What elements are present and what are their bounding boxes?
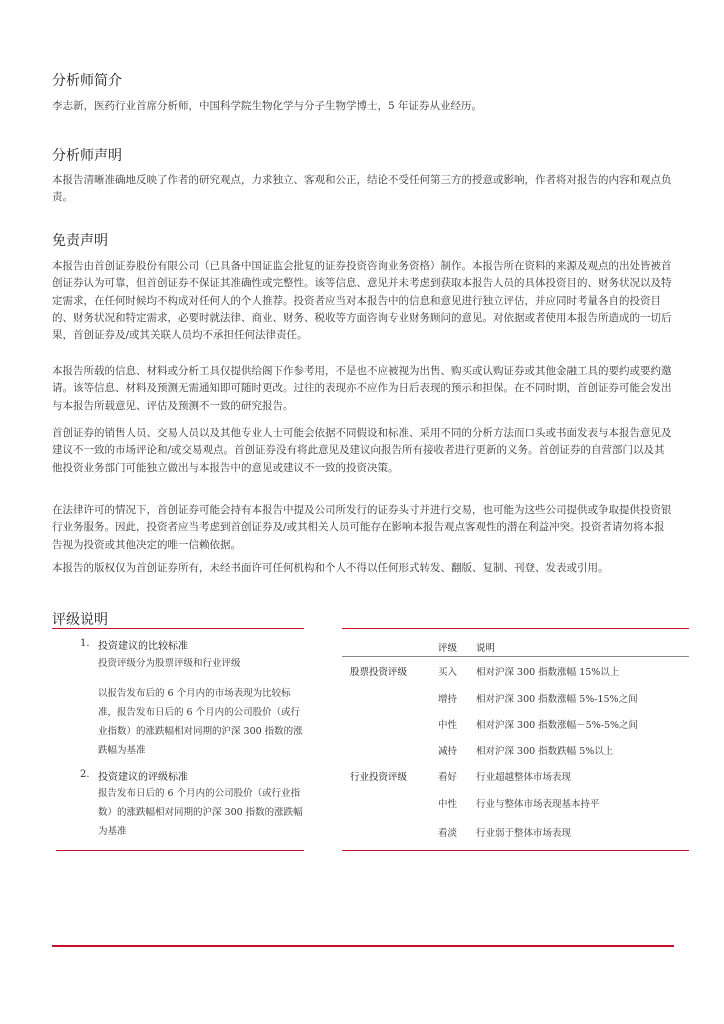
disclaimer-paragraph: 在法律许可的情况下，首创证券可能会持有本报告中提及公司所发行的证券头寸并进行交易，也可能为这些公司提供或争取提供投资银行业务服务。因此，投资者应当考虑到首创证券及/或其相关人员可能存在影响本报告观点客观性的潜在利益冲突。投资者请勿将本报告视为投资或其他决定的唯一信赖依据。 <box>52 504 672 551</box>
grade-cell: 买入 <box>438 667 458 678</box>
table-header-rule <box>342 656 689 657</box>
disclaimer-section-title: 免责声明 <box>52 233 108 249</box>
grade-cell: 增持 <box>438 694 458 705</box>
rating-section-title: 评级说明 <box>52 612 108 628</box>
grade-cell: 看好 <box>438 772 458 783</box>
desc-cell: 相对沪深 300 指数涨幅 5%-15%之间 <box>476 694 638 705</box>
rating-item-title: 投资建议的评级标准 <box>98 772 188 783</box>
rating-right-bottom-rule <box>342 850 689 851</box>
disclaimer-paragraph: 首创证券的销售人员、交易人员以及其他专业人士可能会依据不同假设和标准、采用不同的分析方法而口头或书面发表与本报告意见及建议不一致的市场评论和/或交易观点。首创证券没有将此意见及建议向报告所有接收者进行更新的义务。首创证券的自营部门以及其他投资业务部门可能独立做出与本报告中的意见或建议不一致的投资决策。 <box>52 427 672 474</box>
disclaimer-paragraph: 本报告的版权仅为首创证券所有，未经书面许可任何机构和个人不得以任何形式转发、翻版、复制、刊登、发表或引用。 <box>52 562 609 574</box>
table-header-rating: 评级 <box>438 643 458 654</box>
criteria-item-title: 投资建议的比较标准 <box>98 641 188 652</box>
statement-section-title: 分析师声明 <box>52 148 122 164</box>
industry-rating-label: 行业投资评级 <box>350 772 408 783</box>
stock-rating-label: 股票投资评级 <box>350 667 408 678</box>
criteria-item-desc: 投资评级分为股票评级和行业评级 <box>98 658 241 669</box>
rating-left-bottom-rule <box>56 850 304 851</box>
desc-cell: 行业与整体市场表现基本持平 <box>476 799 600 810</box>
desc-cell: 相对沪深 300 指数涨幅－5%-5%之间 <box>476 720 639 731</box>
grade-cell: 看淡 <box>438 828 458 839</box>
desc-cell: 相对沪深 300 指数涨幅 15%以上 <box>476 667 620 678</box>
footer-rule <box>52 945 674 947</box>
desc-cell: 相对沪深 300 指数跌幅 5%以上 <box>476 746 614 757</box>
rating-left-top-rule <box>52 628 304 629</box>
disclaimer-paragraph: 本报告所载的信息、材料或分析工具仅提供给阁下作参考用，不是也不应被视为出售、购买或认购证券或其他金融工具的要约或要约邀请。该等信息、材料及预测无需通知即可随时更改。过往的表现亦不应作为日后表现的预示和担保。在不同时期，首创证券可能会发出与本报告所载意见、评估及预测不一致的研究报告。 <box>52 365 672 412</box>
rating-item-desc: 报告发布日后的 6 个月内的公司股价（或行业指数）的涨跌幅相对同期的沪深 300 指数的涨跌幅为基准 <box>98 788 303 837</box>
grade-cell: 中性 <box>438 720 458 731</box>
table-header-desc: 说明 <box>476 643 496 654</box>
rating-right-top-rule <box>342 628 689 629</box>
item-number: 1. <box>80 638 90 649</box>
desc-cell: 行业超越整体市场表现 <box>476 772 572 783</box>
grade-cell: 中性 <box>438 799 458 810</box>
analyst-section-title: 分析师简介 <box>52 73 122 89</box>
item-number: 2. <box>80 769 90 780</box>
analyst-profile-text: 李志新，医药行业首席分析师，中国科学院生物化学与分子生物学博士，5 年证券从业经历。 <box>52 100 483 112</box>
disclaimer-paragraph: 本报告由首创证券股份有限公司（已具备中国证监会批复的证券投资咨询业务资格）制作。本报告所在资料的来源及观点的出处皆被首创证券认为可靠，但首创证券不保证其准确性或完整性。该等信息、意见并未考虑到获取本报告人员的具体投资目的、财务状况以及特定需求，在任何时候均不构成对任何人的个人推荐。投资者应当对本报告中的信息和意见进行独立评估，并应同时考量各自的投资目的、财务状况和特定需求，必要时就法律、商业、财务、税收等方面咨询专业财务顾问的意见。对依据或者使用本报告所造成的一切后果，首创证券及/或其关联人员均不承担任何法律责任。 <box>52 260 672 342</box>
statement-text: 本报告清晰准确地反映了作者的研究观点，力求独立、客观和公正，结论不受任何第三方的授意或影响，作者将对报告的内容和观点负责。 <box>52 174 672 204</box>
criteria-item-desc: 以报告发布后的 6 个月内的市场表现为比较标准，报告发布日后的 6 个月内的公司股价（或行业指数）的涨跌幅相对同期的沪深 300 指数的涨跌幅为基准 <box>98 688 303 756</box>
desc-cell: 行业弱于整体市场表现 <box>476 828 572 839</box>
grade-cell: 减持 <box>438 746 458 757</box>
